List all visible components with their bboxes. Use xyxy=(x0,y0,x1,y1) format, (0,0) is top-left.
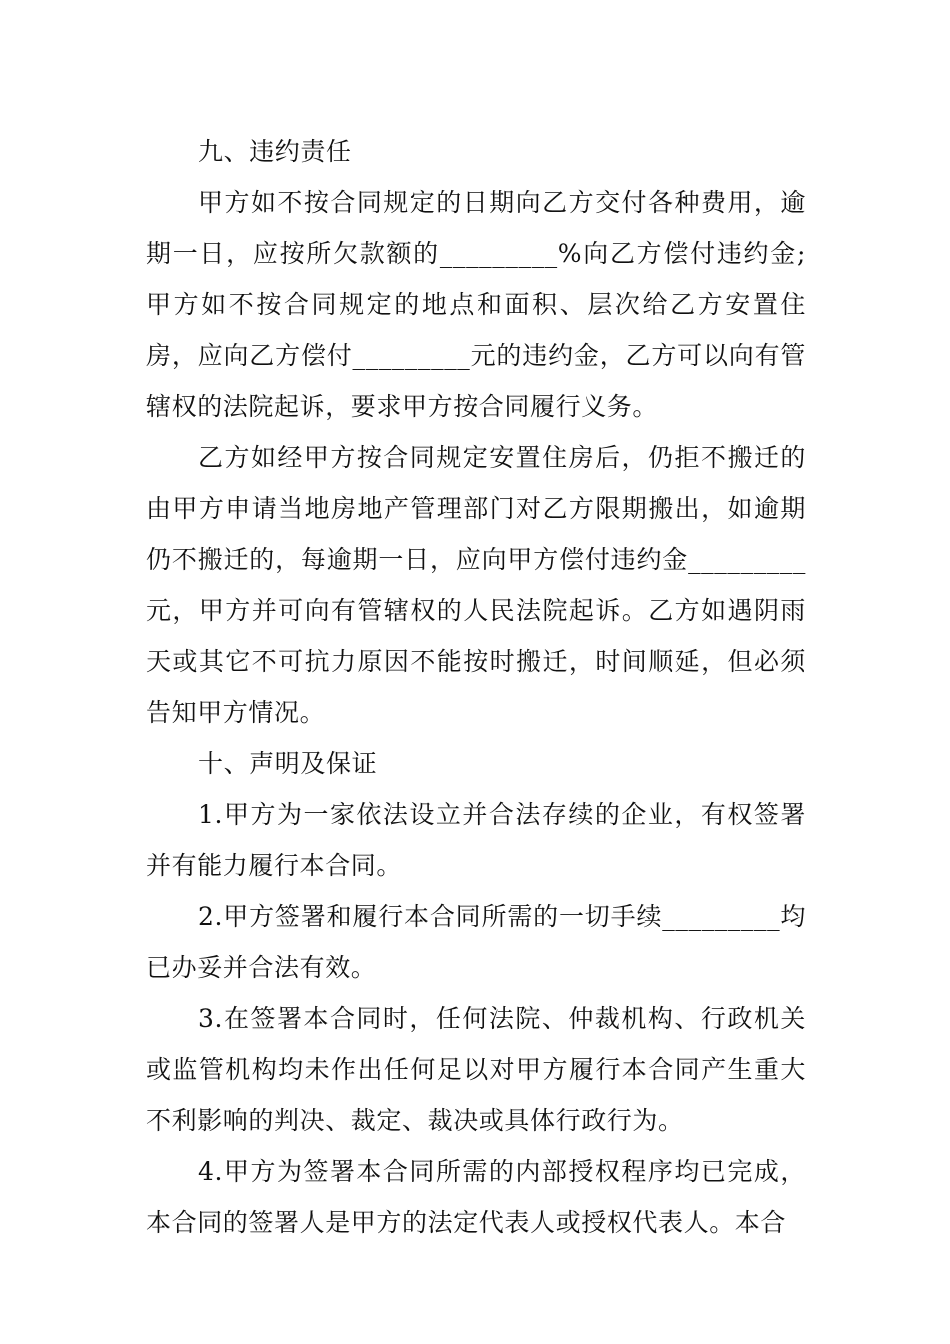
section-heading-declarations: 十、声明及保证 xyxy=(198,749,378,778)
paragraph-declaration-1: 1.甲方为一家依法设立并合法存续的企业，有权签署并有能力履行本合同。 xyxy=(146,800,806,880)
document-body xyxy=(146,126,806,1248)
paragraph-declaration-2: 2.甲方签署和履行本合同所需的一切手续_________均已办妥并合法有效。 xyxy=(146,902,806,982)
paragraph-declaration-4: 4.甲方为签署本合同所需的内部授权程序均已完成，本合同的签署人是甲方的法定代表人或授权代表人。本合 xyxy=(146,1157,806,1237)
paragraph-declaration-3: 3.在签署本合同时，任何法院、仲裁机构、行政机关或监管机构均未作出任何足以对甲方履行本合同产生重大不利影响的判决、裁定、裁决或具体行政行为。 xyxy=(146,1004,806,1135)
paragraph-party-b-relocation: 乙方如经甲方按合同规定安置住房后，仍拒不搬迁的由甲方申请当地房地产管理部门对乙方限期搬出，如逾期仍不搬迁的，每逾期一日，应向甲方偿付违约金_________元，甲方并可向有管辖权的人民法院起诉。乙方如遇阴雨天或其它不可抗力原因不能按时搬迁，时间顺延，但必须告知甲方情况。 xyxy=(146,443,806,727)
section-heading-breach-liability: 九、违约责任 xyxy=(198,137,352,166)
paragraph-party-a-late-payment: 甲方如不按合同规定的日期向乙方交付各种费用，逾期一日，应按所欠款额的_________%向乙方偿付违约金;甲方如不按合同规定的地点和面积、层次给乙方安置住房，应向乙方偿付_________元的违约金，乙方可以向有管辖权的法院起诉，要求甲方按合同履行义务。 xyxy=(146,188,806,421)
